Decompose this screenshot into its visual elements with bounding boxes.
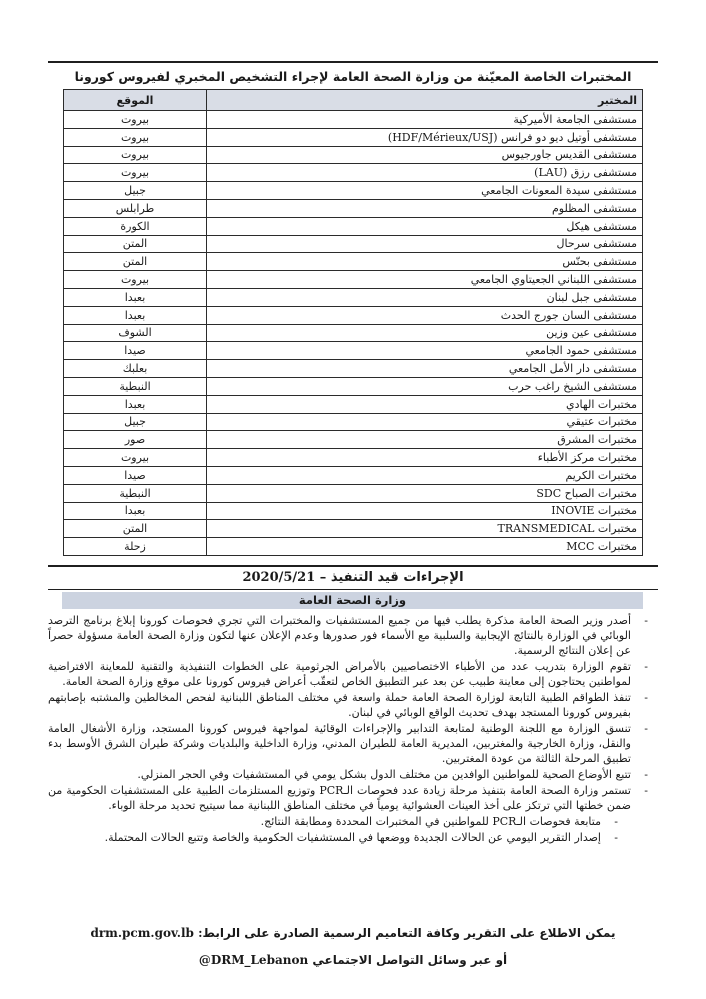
location-cell: جبيل bbox=[64, 182, 207, 200]
bullet-item bbox=[48, 814, 658, 829]
bullet-text: متابعة فحوصات الـPCR للمواطنين في المختبرات المحددة ومطابقة النتائج. bbox=[260, 814, 601, 828]
lab-name-cell: مختبرات الصباح SDC bbox=[207, 484, 643, 502]
footer bbox=[0, 925, 706, 979]
location-cell: بيروت bbox=[64, 111, 207, 129]
lab-name-cell: مستشفى القديس جاورجيوس bbox=[207, 146, 643, 164]
table-row bbox=[64, 502, 643, 520]
footer-social-text: أو عبر وسائل التواصل الاجتماعي bbox=[312, 953, 508, 967]
table-row bbox=[64, 271, 643, 289]
table-row bbox=[64, 449, 643, 467]
location-cell: الشوف bbox=[64, 324, 207, 342]
bullet-dash: - bbox=[644, 721, 648, 735]
bullet-text: إصدار التقرير اليومي عن الحالات الجديدة ووضعها في المستشفيات الحكومية والخاصة وتتبع الحالات المحتملة. bbox=[104, 830, 601, 844]
location-cell: بيروت bbox=[64, 146, 207, 164]
location-cell: بيروت bbox=[64, 449, 207, 467]
social-handle: @DRM_Lebanon bbox=[198, 953, 309, 967]
table-row bbox=[64, 182, 643, 200]
lab-name-cell: مستشفى الجامعة الأميركية bbox=[207, 111, 643, 129]
table-row bbox=[64, 538, 643, 556]
bullet-text: تنفذ الطواقم الطبية التابعة لوزارة الصحة العامة حملة واسعة في مختلف المناطق اللبنانية لفحص المخالطين والمشتبه بإصابتهم بفيروس كورونا المستجد بهدف تحديث الواقع الوبائي في لبنان. bbox=[48, 690, 631, 719]
bullet-text: تستمر وزارة الصحة العامة بتنفيذ مرحلة زيادة عدد فحوصات الـPCR وتوزيع المستلزمات الطبية على المستشفيات الحكومية من ضمن خطتها التي ترتكز على أخذ العينات العشوائية يومياً في مختلف المناطق اللبنانية مما سيتيح تحديد مرحلة الوباء. bbox=[48, 783, 631, 812]
table-row bbox=[64, 520, 643, 538]
bullet-item bbox=[48, 783, 658, 813]
bullet-dash: - bbox=[644, 659, 648, 673]
bullet-dash: - bbox=[614, 830, 618, 844]
bullet-item bbox=[48, 690, 658, 720]
labs-table bbox=[63, 89, 643, 556]
footer-social-line bbox=[0, 952, 706, 968]
section-divider-top bbox=[48, 565, 658, 567]
location-cell: بعبدا bbox=[64, 288, 207, 306]
table-row bbox=[64, 235, 643, 253]
location-cell: صيدا bbox=[64, 342, 207, 360]
bullet-dash: - bbox=[644, 690, 648, 704]
lab-name-cell: مختبرات MCC bbox=[207, 538, 643, 556]
lab-name-cell: مختبرات الكريم bbox=[207, 466, 643, 484]
location-cell: طرابلس bbox=[64, 199, 207, 217]
location-cell: النبطية bbox=[64, 484, 207, 502]
location-cell: الكورة bbox=[64, 217, 207, 235]
table-row bbox=[64, 253, 643, 271]
lab-name-cell: مختبرات مركز الأطباء bbox=[207, 449, 643, 467]
lab-name-cell: مستشفى اللبناني الجعيتاوي الجامعي bbox=[207, 271, 643, 289]
lab-name-cell: مختبرات المشرق bbox=[207, 431, 643, 449]
bullet-dash: - bbox=[614, 814, 618, 828]
location-cell: جبيل bbox=[64, 413, 207, 431]
lab-name-cell: مستشفى السان جورج الحدث bbox=[207, 306, 643, 324]
table-row bbox=[64, 395, 643, 413]
table-row bbox=[64, 111, 643, 129]
report-link: drm.pcm.gov.lb bbox=[90, 926, 194, 940]
table-row bbox=[64, 413, 643, 431]
lab-name-cell: مستشفى دار الأمل الجامعي bbox=[207, 360, 643, 378]
bullet-dash: - bbox=[644, 783, 648, 797]
bullet-text: أصدر وزير الصحة العامة مذكرة يطلب فيها من جميع المستشفيات والمختبرات التي تجري فحوصات كورونا إبلاغ برنامج الترصد الوبائي في الوزارة بالنتائج الإيجابية والسلبية مع الأسماء فور صدورها وعدم الإعلان عنها لتكون وزارة الصحة العامة مسؤولة حصراً عن إعلان النتائج الرسمية. bbox=[48, 613, 631, 657]
procedures-list bbox=[48, 613, 658, 845]
table-row bbox=[64, 288, 643, 306]
table-row bbox=[64, 128, 643, 146]
lab-name-cell: مستشفى عين وزين bbox=[207, 324, 643, 342]
bullet-item bbox=[48, 830, 658, 845]
bullet-item bbox=[48, 659, 658, 689]
section-heading: الإجراءات قيد التنفيذ – 2020/5/21 bbox=[242, 569, 464, 585]
location-cell: زحلة bbox=[64, 538, 207, 556]
location-cell: صيدا bbox=[64, 466, 207, 484]
lab-name-cell: مستشفى بحنّس bbox=[207, 253, 643, 271]
lab-name-cell: مستشفى هيكل bbox=[207, 217, 643, 235]
table-row bbox=[64, 342, 643, 360]
page-title: المختبرات الخاصة المعيّنة من وزارة الصحة العامة لإجراء التشخيص المخبري لفيروس كورونا bbox=[74, 69, 632, 84]
top-divider bbox=[48, 61, 658, 63]
footer-link-text: يمكن الاطلاع على التقرير وكافة التعاميم الرسمية الصادرة على الرابط: bbox=[198, 926, 616, 940]
lab-name-cell: مستشفى رزق (LAU) bbox=[207, 164, 643, 182]
column-header-location: الموقع bbox=[64, 90, 207, 111]
lab-name-cell: مستشفى المظلوم bbox=[207, 199, 643, 217]
lab-name-cell: مختبرات الهادي bbox=[207, 395, 643, 413]
lab-name-cell: مستشفى جبل لبنان bbox=[207, 288, 643, 306]
location-cell: بعلبك bbox=[64, 360, 207, 378]
bullet-text: تتبع الأوضاع الصحية للمواطنين الوافدين من مختلف الدول بشكل يومي في المستشفيات وفي الحجر المنزلي. bbox=[137, 767, 631, 781]
table-row bbox=[64, 306, 643, 324]
bullet-item bbox=[48, 721, 658, 766]
lab-name-cell: مختبرات TRANSMEDICAL bbox=[207, 520, 643, 538]
table-row bbox=[64, 146, 643, 164]
location-cell: بيروت bbox=[64, 164, 207, 182]
table-row bbox=[64, 431, 643, 449]
bullet-text: تنسق الوزارة مع اللجنة الوطنية لمتابعة التدابير والإجراءات الوقائية لمواجهة فيروس كورونا المستجد، وزارة الأشغال العامة والنقل، وزارة الخارجية والمغتربين، المديرية العامة للطيران المدني، وزارة الداخلية والبلديات وشركة طيران الشرق الأوسط بدء تطبيق المرحلة الثالثة من عودة المغتربين. bbox=[48, 721, 631, 765]
bullet-item bbox=[48, 613, 658, 658]
ministry-subheading: وزارة الصحة العامة bbox=[62, 592, 643, 609]
location-cell: بيروت bbox=[64, 271, 207, 289]
table-row bbox=[64, 360, 643, 378]
lab-name-cell: مختبرات INOVIE bbox=[207, 502, 643, 520]
table-row bbox=[64, 484, 643, 502]
bullet-text: تقوم الوزارة بتدريب عدد من الأطباء الاختصاصيين بالأمراض الجرثومية على الخطوات التنفيذية والتقنية للمعاينة الافتراضية لمواطنين يحتاجون إلى معاينة طبيب عن بعد عبر التطبيق الخاص لتعقّب أعراض فيروس كورونا على موقع وزارة الصحة العامة. bbox=[48, 659, 631, 688]
lab-name-cell: مستشفى حمود الجامعي bbox=[207, 342, 643, 360]
table-row bbox=[64, 466, 643, 484]
lab-name-cell: مستشفى الشيخ راغب حرب bbox=[207, 377, 643, 395]
location-cell: صور bbox=[64, 431, 207, 449]
bullet-item bbox=[48, 767, 658, 782]
table-row bbox=[64, 217, 643, 235]
bullet-dash: - bbox=[644, 613, 648, 627]
location-cell: النبطية bbox=[64, 377, 207, 395]
location-cell: بعبدا bbox=[64, 502, 207, 520]
lab-name-cell: مختبرات عتيقي bbox=[207, 413, 643, 431]
section-divider-bottom bbox=[48, 589, 658, 590]
location-cell: المتن bbox=[64, 253, 207, 271]
table-row bbox=[64, 377, 643, 395]
table-header-row bbox=[64, 90, 643, 111]
lab-name-cell: مستشفى سيدة المعونات الجامعي bbox=[207, 182, 643, 200]
location-cell: بعبدا bbox=[64, 306, 207, 324]
location-cell: المتن bbox=[64, 520, 207, 538]
footer-link-line bbox=[0, 925, 706, 941]
location-cell: بعبدا bbox=[64, 395, 207, 413]
table-row bbox=[64, 324, 643, 342]
location-cell: المتن bbox=[64, 235, 207, 253]
table-row bbox=[64, 199, 643, 217]
bullet-dash: - bbox=[644, 767, 648, 781]
column-header-lab: المختبر bbox=[207, 90, 643, 111]
location-cell: بيروت bbox=[64, 128, 207, 146]
table-row bbox=[64, 164, 643, 182]
lab-name-cell: مستشفى أوتيل ديو دو فرانس (HDF/Mérieux/USJ) bbox=[207, 128, 643, 146]
lab-name-cell: مستشفى سرحال bbox=[207, 235, 643, 253]
